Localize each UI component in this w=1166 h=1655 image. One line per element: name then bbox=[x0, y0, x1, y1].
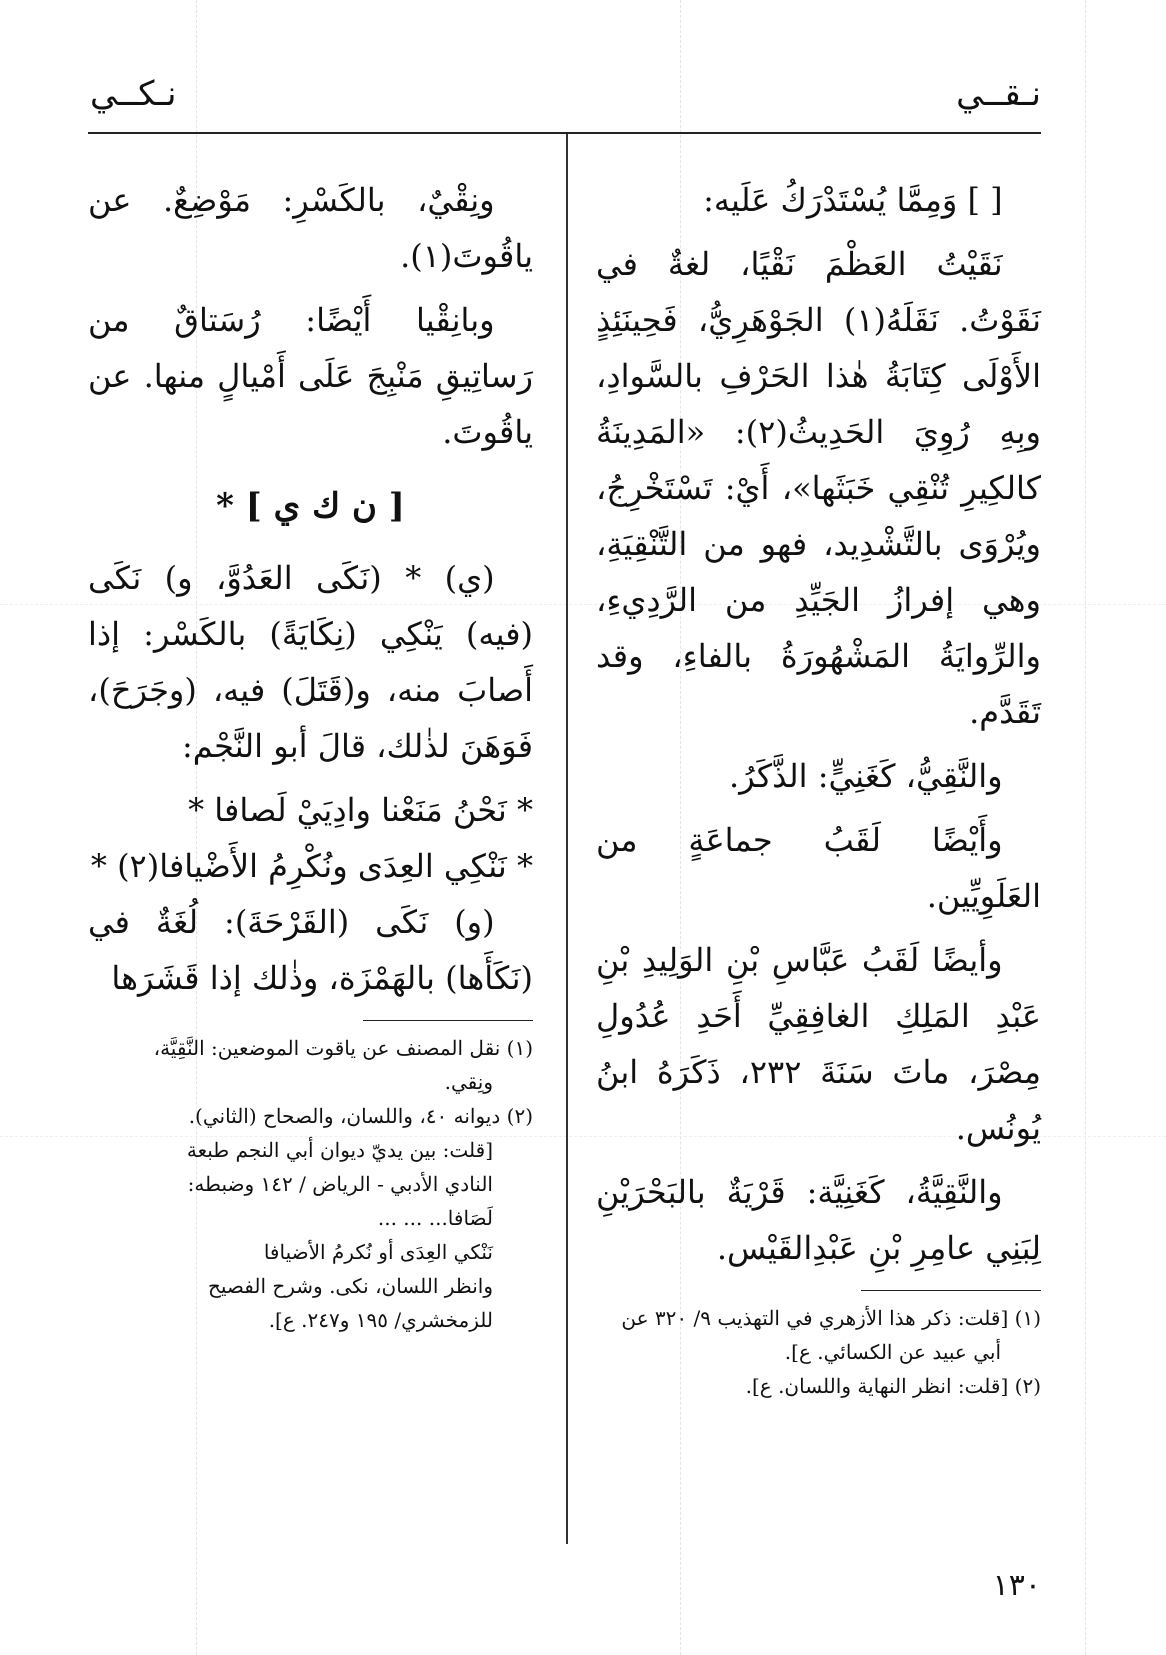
footnote-rule bbox=[363, 1020, 533, 1021]
footnote-continuation: للزمخشري/ ١٩٥ و٢٤٧. ع]. bbox=[268, 1308, 493, 1332]
footnote-continuation: ونِقي. bbox=[444, 1070, 493, 1094]
right-column bbox=[596, 172, 1041, 1403]
paragraph: ونِقْيٌ، بالكَسْرِ: مَوْضِعٌ. عن ياقُوتَ(١). bbox=[88, 181, 533, 275]
scan-guide-line bbox=[1085, 0, 1086, 1655]
footnote: (٢) [قلت: انظر النهاية واللسان. ع]. bbox=[745, 1374, 1041, 1398]
footnote-continuation: لَصَافا... ... ... bbox=[377, 1206, 493, 1230]
footnote: (٢) ديوانه ٤٠، واللسان، والصحاح (الثاني). bbox=[188, 1104, 533, 1128]
column-divider bbox=[566, 134, 568, 1544]
verse-line: * نَنْكِي العِدَى ونُكْرِمُ الأَضْيافا(٢) * bbox=[90, 847, 533, 885]
paragraph: وأيضًا لَقَبُ عَبَّاسِ بْنِ الوَلِيدِ بْنِ عَبْدِ المَلِكِ الغافِقِيِّ أَحَدِ عُدُولِ مِصْرَ، ماتَ سَنَةَ ٢٣٢، ذَكَرَهُ ابنُ يُونُس. bbox=[596, 941, 1042, 1147]
footnote: (١) نقل المصنف عن ياقوت الموضعين: النَّقِيَّة، bbox=[153, 1036, 533, 1060]
paragraph: نَقَيْتُ العَظْمَ نَقْيًا، لغةٌ في نَقَوْتُ. نَقَلَهُ(١) الجَوْهَرِيُّ، فَحِينَئِذٍ الأَوْلَى كِتَابَةُ هٰذا الحَرْفِ بالسَّوادِ، وبِهِ رُوِيَ الحَدِيثُ(٢): «المَدِينَةُ كالكِيرِ تُنْقِي خَبَثَها»، أَيْ: تَسْتَخْرِجُ، ويُرْوَى بالتَّشْدِيد، فهو من التَّنْقِيَةِ، وهي إفرازُ الجَيِّدِ من الرَّدِيءِ، والرِّوايَةُ المَشْهُورَةُ بالفاءِ، وقد تَقَدَّم. bbox=[596, 245, 1042, 731]
verse-line: * نَحْنُ مَنَعْنا وادِيَيْ لَصافا * bbox=[188, 791, 533, 829]
footnote-continuation: [قلت: بين يديّ ديوان أبي النجم طبعة bbox=[186, 1138, 493, 1162]
footnotes bbox=[596, 1301, 1041, 1403]
running-header-left: نـكــي bbox=[90, 74, 177, 114]
page-number: ١٣٠ bbox=[992, 1568, 1041, 1603]
footnote-continuation: النادي الأدبي - الرياض / ١٤٢ وضبطه: bbox=[187, 1172, 493, 1196]
footnotes bbox=[88, 1031, 533, 1337]
paragraph: والنَّقِيَّةُ، كَغَنِيَّة: قَرْيَةٌ بالبَحْرَيْنِ لِبَنِي عامِرِ بْنِ عَبْدِالقَيْس. bbox=[596, 1173, 1041, 1267]
footnote: (١) [قلت: ذكر هذا الأزهري في التهذيب ٩/ ٣٢٠ عن أبي عبيد عن الكسائي. ع]. bbox=[621, 1306, 1041, 1364]
left-column bbox=[88, 172, 533, 1337]
paragraph: (ي) * (نَكَى العَدُوَّ، و) نَكَى (فيه) يَنْكِي (نِكَايَةً) بالكَسْر: إذا أَصابَ منه، و(قَتَلَ) فيه، (وجَرَحَ)، فَوَهَنَ لذٰلك، قالَ أبو النَّجْم: bbox=[88, 559, 533, 765]
paragraph: وبانِقْيا أَيْضًا: رُسَتاقٌ من رَساتِيقِ مَنْبِجَ عَلَى أَمْيالٍ منها. عن ياقُوتَ. bbox=[88, 301, 533, 451]
paragraph: [ ] وَمِمَّا يُسْتَدْرَكُ عَلَيه: bbox=[703, 181, 1003, 219]
footnote-continuation: وانظر اللسان، نكى. وشرح الفصيح bbox=[207, 1274, 493, 1298]
paragraph: (و) نَكَى (القَرْحَةَ): لُغَةٌ في (نَكَأَها) بالهَمْزَة، وذٰلك إذا قَشَرَها bbox=[88, 903, 533, 997]
footnote-verse: نَنْكي العِدَى أو نُكرمُ الأضيافا bbox=[263, 1240, 493, 1264]
paragraph: والنَّقِيُّ، كَغَنِيٍّ: الذَّكَرُ. bbox=[729, 757, 1003, 795]
paragraph: وأَيْضًا لَقَبُ جماعَةٍ من العَلَوِيِّين. bbox=[596, 821, 1041, 915]
header-rule bbox=[88, 132, 1041, 134]
running-header-right: نـقــي bbox=[956, 74, 1041, 114]
entry-heading: [ ن ك ي ] * bbox=[216, 486, 405, 526]
footnote-rule bbox=[861, 1290, 1041, 1291]
